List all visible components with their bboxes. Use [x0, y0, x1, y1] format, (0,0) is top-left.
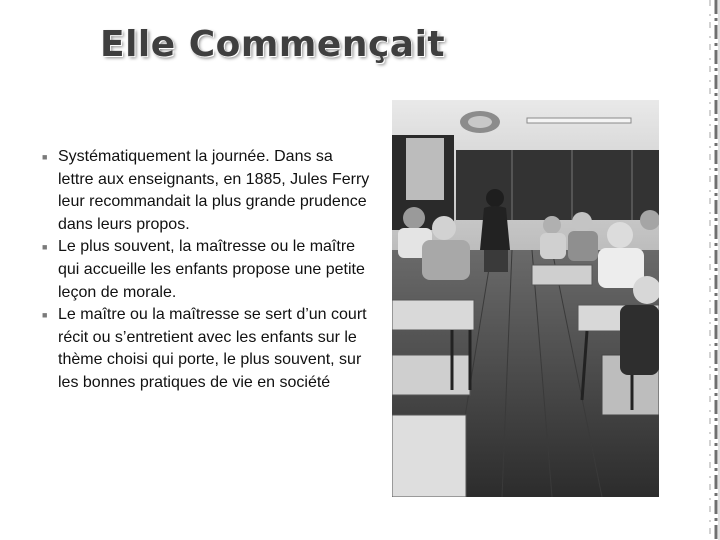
bullet-text: Le maître ou la maîtresse se sert d’un court récit ou s’entretient avec les enfants sur le thème choisi qui porte, le plus souvent, sur les bonnes pratiques de vie en société — [58, 306, 367, 391]
classroom-photo — [392, 100, 659, 497]
square-bullet-icon: ■ — [42, 310, 48, 321]
bullet-text: Le plus souvent, la maîtresse ou le maître qui accueille les enfants propose une petite leçon de morale. — [58, 238, 365, 301]
square-bullet-icon: ■ — [42, 152, 48, 162]
bullet-item — [42, 146, 372, 236]
bullet-item — [42, 304, 372, 394]
bullet-item — [42, 236, 372, 304]
bullet-text: Systématiquement la journée. Dans sa lettre aux enseignants, en 1885, Jules Ferry leur recommandait la plus grande prudence dans leurs propos. — [58, 148, 370, 233]
decorative-border — [690, 0, 720, 540]
bullet-list — [42, 146, 372, 395]
square-bullet-icon: ■ — [42, 242, 48, 253]
slide-title: Elle Commençait — [100, 24, 446, 65]
